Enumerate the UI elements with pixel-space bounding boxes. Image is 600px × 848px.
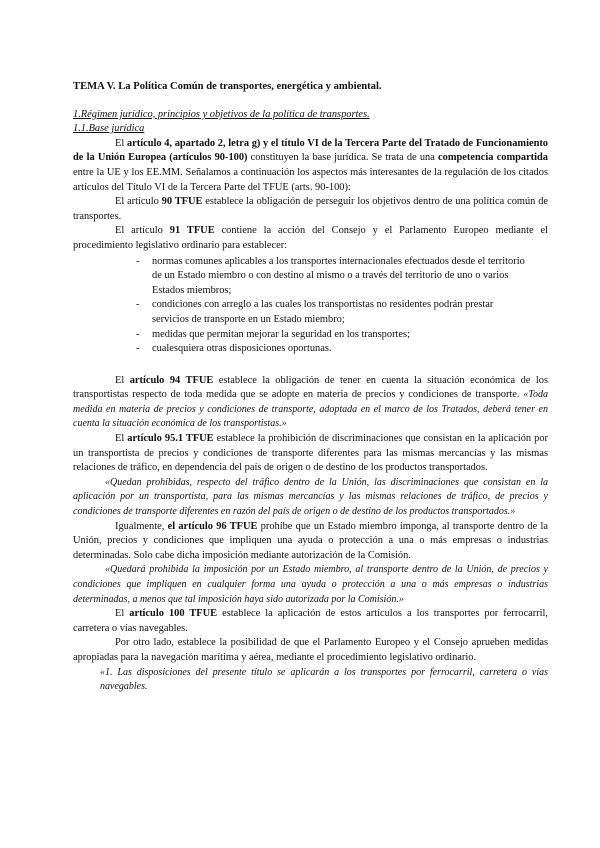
spacer [73, 357, 548, 374]
subsection-heading: 1.1.Base jurídica [73, 123, 145, 135]
paragraph-legal-basis: El artículo 4, apartado 2, letra g) y el título VI de la Tercera Parte del Tratado de Funcionamiento de la Unión Europea (artículos 90-100) constituyen la base jurídica. Se trata de una competencia compartida entre la UE y los EE.MM. Señalamos a continuación los aspectos más interesantes de la regulación de los citados artículos del Título VI de la Tercera Parte del TFUE (arts. 90-100): [73, 137, 549, 193]
section-heading: 1.Régimen jurídico, principios y objetivos de la política de transportes. [73, 108, 370, 120]
paragraph-art-91: El artículo 91 TFUE contiene la acción del Consejo y el Parlamento Europeo mediante el procedimiento legislativo ordinario para establecer: [73, 225, 548, 251]
quote-art-100: «1. Las disposiciones del presente título se aplicarán a los transportes por ferrocarril, carretera o vías navegables. [100, 666, 548, 693]
paragraph-art-96: Igualmente, el artículo 96 TFUE prohíbe que un Estado miembro imponga, al transporte dentro de la Unión, precios y condiciones que impliquen una ayuda o protección a una o más empresas o industrias determinadas. Solo cabe dicha imposición mediante autorización de la Comisión. [73, 520, 548, 561]
quote-art-96: «Quedará prohibida la imposición por un Estado miembro, al transporte dentro de la Unión, de precios y condiciones que impliquen en cualquier forma una ayuda o protección a una o más empresas o industrias determinadas, a menos que tal imposición haya sido autorizada por la Comisión.» [73, 564, 548, 605]
art-91-list [73, 255, 548, 357]
paragraph-art-94: El artículo 94 TFUE establece la obligación de tener en cuenta la situación económica de los transportistas respecto de toda medida que se adopte en materia de precios y condiciones de transporte. «Toda medida en materia de precios y condiciones de transporte, adoptada en el marco de los Tratados, deberá tener en cuenta la situación económica de los transportistas.» [73, 374, 548, 430]
paragraph-art-95: El artículo 95.1 TFUE establece la prohibición de discriminaciones que consistan en la aplicación por un transportista de precios y condiciones de transporte diferentes para las mismas mercancías y las mismas relaciones de tráfico, en dependencia del país de origen o de destino de los productos transportados. [73, 433, 548, 474]
document-page [73, 80, 548, 695]
list-item: - medidas que permitan mejorar la seguridad en los transportes; [136, 328, 410, 340]
paragraph-maritime-air: Por otro lado, establece la posibilidad de que el Parlamento Europeo y el Consejo aprueben medidas apropiadas para la navegación marítima y aérea, mediante el procedimiento legislativo ordinario. [73, 637, 548, 663]
quote-art-94: «Toda medida en materia de precios y condiciones de transporte, adoptada en el marco de los Tratados, deberá tener en cuenta la situación económica de los transportistas.» [73, 389, 548, 430]
list-item: - normas comunes aplicables a los transportes internacionales efectuados desde el territorio de un Estado miembro o con destino al mismo o a través del territorio de uno o varios Estados miembros; [136, 255, 525, 296]
paragraph-art-100: El artículo 100 TFUE establece la aplicación de estos artículos a los transportes por ferrocarril, carretera o vías navegables. [73, 608, 548, 634]
list-item: - condiciones con arreglo a las cuales los transportistas no residentes podrán prestar servicios de transporte en un Estado miembro; [136, 299, 494, 325]
list-item: - cualesquiera otras disposiciones oportunas. [136, 343, 332, 355]
quote-art-95: «Quedan prohibidas, respecto del tráfico dentro de la Unión, las discriminaciones que consistan en la aplicación por un transportista, para las mismas mercancías y las mismas relaciones de tráfico, de precios y condiciones de transporte diferentes en razón del país de origen o de destino de los productos transportados.» [73, 476, 548, 518]
document-title: TEMA V. La Política Común de transportes, energética y ambiental. [73, 81, 382, 92]
paragraph-art-90: El artículo 90 TFUE establece la obligación de perseguir los objetivos dentro de una política común de transportes. [73, 196, 549, 222]
